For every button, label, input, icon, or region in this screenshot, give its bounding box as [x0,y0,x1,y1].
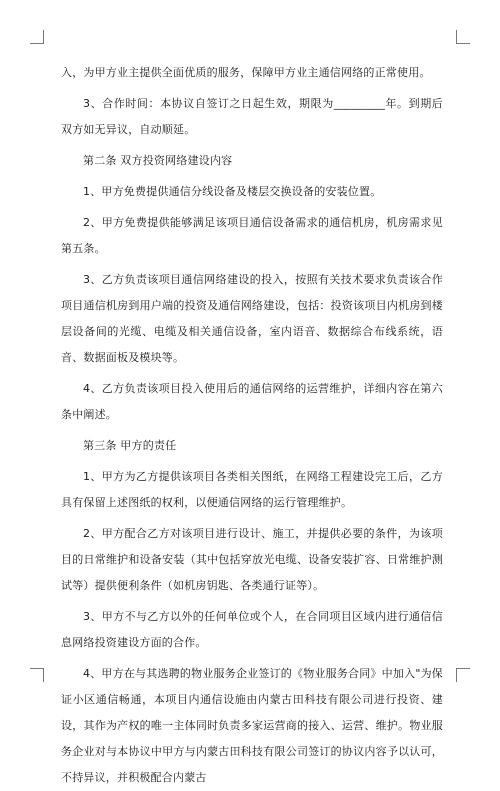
paragraph-article-2-item-1: 1、甲方免费提供通信分线设备及楼层交换设备的安装位置。 [83,185,382,198]
corner-crop-mark-bottom-left [30,668,44,682]
corner-crop-mark-top-right [456,30,470,44]
corner-crop-mark-bottom-right [456,668,470,682]
paragraph-article-3-item-2: 2、甲方配合乙方对该项目进行设计、施工，并提供必要的条件，为该项目的日常维护和设备安装（其中包括穿放光电缆、设备安装扩容、日常维护测试等）提供便利条件（如机房钥匙、各类通行证等）。 [61,527,443,592]
paragraph-article-3-item-3: 3、甲方不与乙方以外的任何单位或个人，在合同项目区域内进行通信信息网络投资建设方面的合作。 [61,610,443,649]
corner-crop-mark-top-left [30,30,44,44]
paragraph-article-3-item-1: 1、甲方为乙方提供该项目各类相关图纸，在网络工程建设完工后，乙方具有保留上述图纸的权利，以便通信网络的运行管理维护。 [61,470,443,509]
paragraph-continuation: 入，为甲方业主提供全面优质的服务，保障甲方业主通信网络的正常使用。 [61,66,431,79]
paragraph-article-2-item-3: 3、乙方负责该项目通信网络建设的投入，按照有关技术要求负责该合作项目通信机房到用户端的投资及通信网络建设，包括：投资该项目内机房到楼层设备间的光缆、电缆及相关通信设备，室内语音、数据综合布线系统，语音、数据面板及模块等。 [61,273,443,364]
section-heading-article-3: 第三条 甲方的责任 [83,439,177,452]
paragraph-cooperation-term: 3、合作时间：本协议自签订之日起生效，期限为_________年。到期后双方如无异议，自动顺延。 [61,97,443,136]
paragraph-article-2-item-2: 2、甲方免费提供能够满足该项目通信设备需求的通信机房，机房需求见第五条。 [61,216,443,255]
paragraph-article-2-item-4: 4、乙方负责该项目投入使用后的通信网络的运营维护，详细内容在第六条中阐述。 [61,382,443,421]
document-body [61,60,443,791]
section-heading-article-2: 第二条 双方投资网络建设内容 [83,154,233,167]
paragraph-article-3-item-4: 4、甲方在与其选聘的物业服务企业签订的《物业服务合同》中加入"为保证小区通信畅通，本项目内通信设施由内蒙古田科技有限公司进行投资、建设，其作为产权的唯一主体同时负责多家运营商的接入、运营、维护。物业服务企业对与本协议中甲方与内蒙古田科技有限公司签订的协议内容予以认可，不持异议，并积极配合内蒙古 [61,667,443,784]
